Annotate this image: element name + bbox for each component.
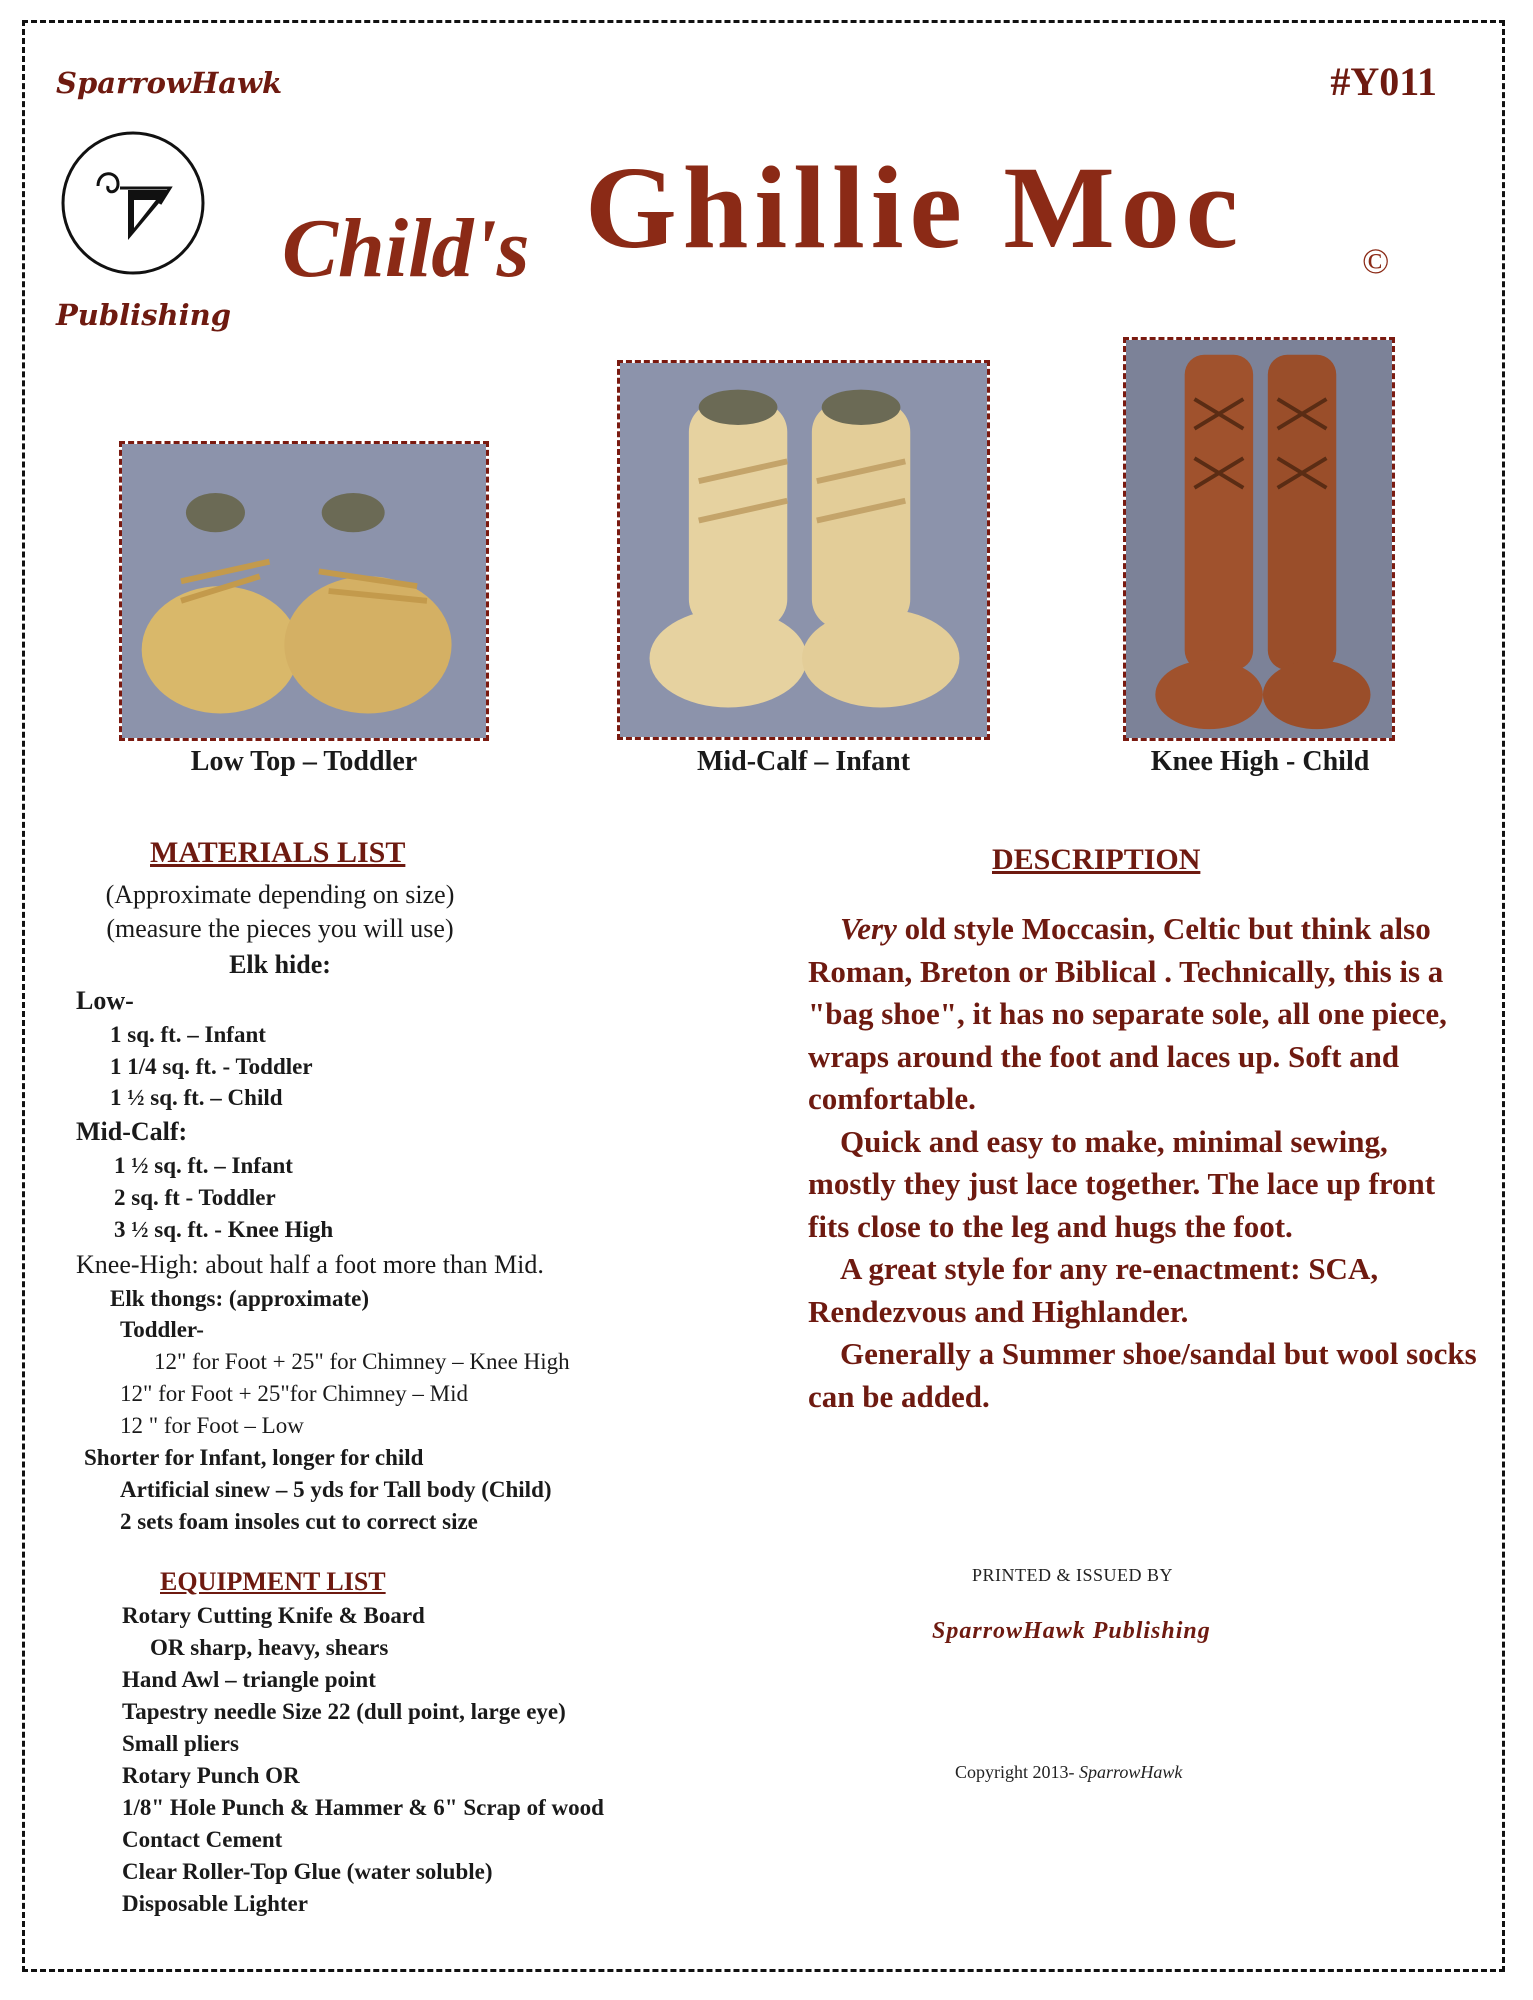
- equipment-line: Contact Cement: [122, 1827, 283, 1852]
- equipment-line: Rotary Punch OR: [122, 1763, 300, 1788]
- materials-line: Shorter for Infant, longer for child: [84, 1445, 424, 1470]
- publisher-name: SparrowHawk Publishing: [932, 1618, 1211, 1644]
- materials-line: 2 sets foam insoles cut to correct size: [120, 1509, 478, 1534]
- description-paragraph: Generally a Summer shoe/sandal but wool socks can be added.: [808, 1336, 1477, 1414]
- description-paragraph: A great style for any re-enactment: SCA, Rendezvous and Highlander.: [808, 1251, 1379, 1329]
- materials-line: 1 sq. ft. – Infant: [110, 1022, 266, 1047]
- materials-line: 3 ½ sq. ft. - Knee High: [114, 1217, 334, 1242]
- title-prefix: Child's: [282, 202, 530, 295]
- materials-line: Mid-Calf:: [76, 1117, 188, 1146]
- equipment-line: Rotary Cutting Knife & Board: [122, 1603, 425, 1628]
- materials-line: 12" for Foot + 25"for Chimney – Mid: [120, 1381, 468, 1406]
- description-paragraph: Very old style Moccasin, Celtic but think also Roman, Breton or Biblical . Technically, this is a "bag shoe", it has no separate sole, all one piece, wraps around the foot and laces up. Soft and comfortable.: [808, 911, 1447, 1116]
- copyright-line: Copyright 2013- SparrowHawk: [955, 1762, 1183, 1782]
- brand-name: SparrowHawk: [56, 66, 283, 100]
- materials-line: 1 ½ sq. ft. – Infant: [114, 1153, 293, 1178]
- page-title: Ghillie Moc: [585, 142, 1245, 273]
- photo-knee-high: [1123, 337, 1395, 741]
- description-paragraph: Quick and easy to make, minimal sewing, mostly they just lace together. The lace up front fits close to the leg and hugs the foot.: [808, 1123, 1436, 1244]
- photo-caption: Knee High - Child: [1150, 746, 1370, 777]
- materials-line: Toddler-: [120, 1317, 204, 1342]
- description-heading: DESCRIPTION: [992, 843, 1201, 876]
- materials-heading: MATERIALS LIST: [150, 836, 406, 869]
- materials-line: (measure the pieces you will use): [106, 914, 454, 943]
- materials-line: 1 1/4 sq. ft. - Toddler: [110, 1054, 313, 1079]
- equipment-line: OR sharp, heavy, shears: [150, 1635, 389, 1660]
- materials-line: (Approximate depending on size): [105, 880, 455, 909]
- materials-line: Elk thongs: (approximate): [110, 1286, 369, 1311]
- photo-mid-calf: [617, 360, 990, 740]
- pattern-number: #Y011: [1330, 59, 1437, 104]
- materials-line: Artificial sinew – 5 yds for Tall body (Child): [120, 1477, 552, 1502]
- copyright-symbol: ©: [1362, 241, 1390, 281]
- photo-caption: Mid-Calf – Infant: [696, 746, 911, 777]
- equipment-line: Disposable Lighter: [122, 1891, 308, 1916]
- equipment-line: Small pliers: [122, 1731, 239, 1756]
- equipment-line: Hand Awl – triangle point: [122, 1667, 376, 1692]
- materials-line: 12" for Foot + 25" for Chimney – Knee High: [154, 1349, 570, 1374]
- equipment-heading: EQUIPMENT LIST: [160, 1567, 386, 1596]
- materials-line: 1 ½ sq. ft. – Child: [110, 1085, 283, 1110]
- equipment-line: 1/8" Hole Punch & Hammer & 6" Scrap of wood: [122, 1795, 604, 1820]
- equipment-line: Tapestry needle Size 22 (dull point, large eye): [122, 1699, 566, 1724]
- materials-line: Elk hide:: [229, 950, 331, 979]
- printed-by: PRINTED & ISSUED BY: [972, 1565, 1174, 1585]
- materials-line: Low-: [76, 986, 134, 1015]
- materials-line: 2 sq. ft - Toddler: [114, 1185, 276, 1210]
- sparrowhawk-logo-icon: [58, 128, 208, 278]
- photo-caption: Low Top – Toddler: [190, 746, 418, 777]
- materials-line: 12 " for Foot – Low: [120, 1413, 304, 1438]
- materials-line: Knee-High: about half a foot more than Mid.: [76, 1250, 544, 1279]
- equipment-line: Clear Roller-Top Glue (water soluble): [122, 1859, 493, 1884]
- description-body: [808, 908, 1480, 1418]
- brand-subtitle: Publishing: [56, 298, 231, 332]
- photo-low-top: [119, 441, 489, 741]
